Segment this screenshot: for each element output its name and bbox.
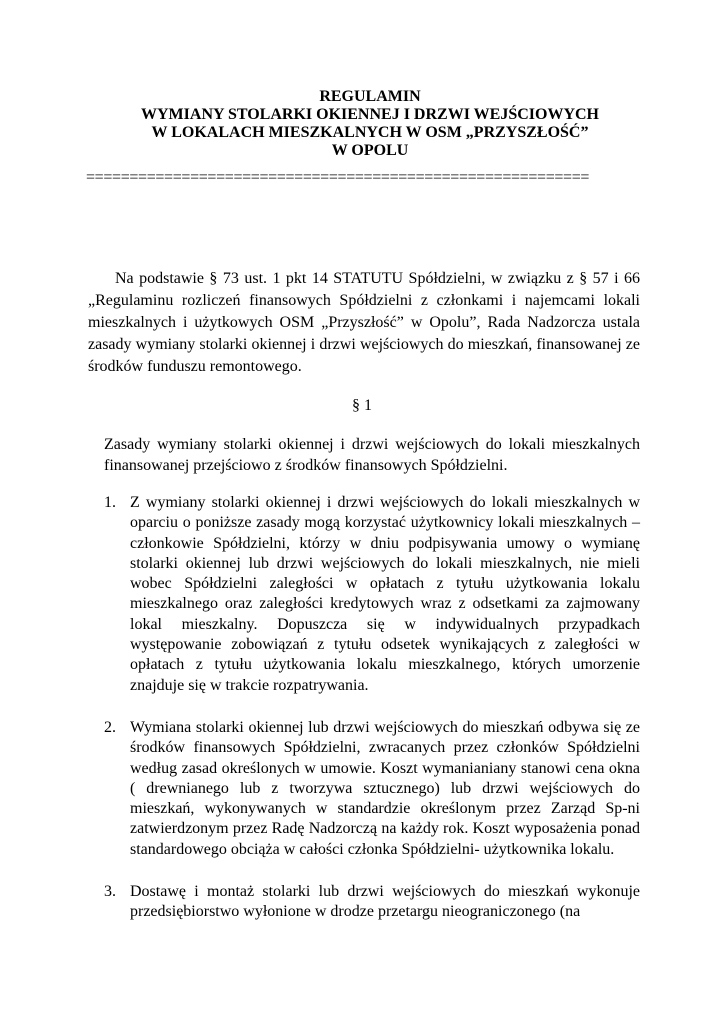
document-title	[80, 88, 660, 160]
title-line-1: REGULAMIN	[319, 88, 421, 105]
list-item-number: 3.	[104, 883, 116, 901]
list-item-text: Wymiana stolarki okiennej lub drzwi wejściowych do mieszkań odbywa się ze środków finansowych Spółdzielni, zwracanych przez członków Spółdzielni według zasad określonych w umowie. Koszt wymanianiany stanowi cena okna ( drewnianego lub z tworzywa sztucznego) lub drzwi wejściowych do mieszkań, wykonywanych w standardzie określonym przez Zarząd Sp-ni zatwierdzonym przez Radę Nadzorczą na każdy rok. Koszt wyposażenia ponad standardowego obciąża w całości członka Spółdzielni- użytkownika lokalu.	[130, 718, 640, 858]
list-item-number: 1.	[104, 494, 116, 511]
separator-line: ==========================================================	[86, 169, 590, 186]
list-item	[104, 493, 640, 696]
list-item-text: Z wymiany stolarki okiennej i drzwi wejściowych do lokali mieszkalnych w oparciu o poniższe zasady mogą korzystać użytkownicy lokali mieszkalnych – członkowie Spółdzielni, którzy w dniu podpisywania umowy o wymianę stolarki okiennej lub drzwi wejściowych do lokali mieszkalnych, nie mieli wobec Spółdzielni zaległości w opłatach z tytułu użytkowania lokalu mieszkalnego oraz zaległości kredytowych wraz z odsetkami za zajmowany lokal mieszkalny. Dopuszcza się w indywidualnych przypadkach występowanie zobowiązań z tytułu odsetek wynikających z zaległości w opłatach z tytułu użytkowania lokalu mieszkalnego, których umorzenie znajduje się w trakcie rozpatrywania.	[130, 494, 640, 694]
title-line-2: WYMIANY STOLARKI OKIENNEJ I DRZWI WEJŚCIOWYCH	[141, 106, 599, 123]
intro-paragraph: Na podstawie § 73 ust. 1 pkt 14 STATUTU Spółdzielni, w związku z § 57 i 66 „Regulaminu rozliczeń finansowych Spółdzielni z członkami i najemcami lokali mieszkalnych i użytkowych OSM „Przyszłość” w Opolu”, Rada Nadzorcza ustala zasady wymiany stolarki okiennej i drzwi wejściowych do mieszkań, finansowanej ze środków funduszu remontowego.	[88, 270, 640, 375]
numbered-list	[104, 493, 640, 945]
title-line-4: W OPOLU	[331, 142, 409, 159]
scope-paragraph: Zasady wymiany stolarki okiennej i drzwi wejściowych do lokali mieszkalnych finansowanej przejściowo z środków finansowych Spółdzielni.	[104, 436, 640, 474]
list-item-number: 2.	[104, 718, 116, 736]
list-item	[104, 718, 640, 860]
list-item-text: Dostawę i montaż stolarki lub drzwi wejściowych do mieszkań wykonuje przedsiębiorstwo wyłonione w drodze przetargu nieograniczonego (na	[130, 883, 640, 921]
title-line-3: W LOKALACH MIESZKALNYCH W OSM „PRZYSZŁOŚĆ”	[151, 124, 589, 141]
list-item	[104, 882, 640, 923]
section-heading: § 1	[352, 397, 372, 414]
